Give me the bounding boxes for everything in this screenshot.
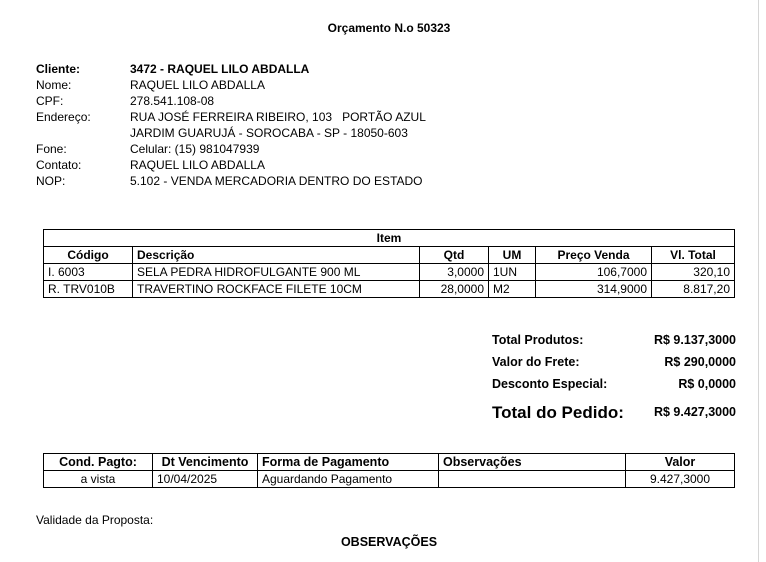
page-edge bbox=[758, 0, 759, 562]
nome-value: RAQUEL LILO ABDALLA bbox=[130, 78, 265, 92]
total-produtos-row bbox=[492, 331, 736, 353]
nop-label: NOP: bbox=[36, 174, 66, 188]
col-descricao: Descrição bbox=[133, 247, 420, 264]
desconto-value: R$ 0,0000 bbox=[678, 377, 736, 391]
col-codigo: Código bbox=[44, 247, 133, 264]
col-total: Vl. Total bbox=[652, 247, 735, 264]
cell-descricao: SELA PEDRA HIDROFULGANTE 900 ML bbox=[133, 264, 420, 281]
cell-codigo: I. 6003 bbox=[44, 264, 133, 281]
cell-um: 1UN bbox=[489, 264, 536, 281]
cell-preco: 106,7000 bbox=[536, 264, 652, 281]
totals-block bbox=[492, 331, 736, 423]
items-table bbox=[43, 229, 735, 298]
cell-qtd: 3,0000 bbox=[420, 264, 489, 281]
cell-vencimento: 10/04/2025 bbox=[153, 471, 258, 488]
client-info bbox=[36, 61, 426, 189]
cell-valor: 9.427,3000 bbox=[626, 471, 735, 488]
cpf-row bbox=[36, 93, 426, 109]
cell-observacoes bbox=[439, 471, 626, 488]
fone-row bbox=[36, 141, 426, 157]
cliente-label: Cliente: bbox=[36, 62, 81, 76]
table-row bbox=[44, 471, 735, 488]
total-pedido-row bbox=[492, 403, 736, 423]
col-vencimento: Dt Vencimento bbox=[153, 454, 258, 471]
client-row bbox=[36, 61, 426, 77]
total-pedido-label: Total do Pedido: bbox=[492, 403, 624, 422]
total-produtos-value: R$ 9.137,3000 bbox=[653, 333, 736, 347]
cpf-label: CPF: bbox=[36, 94, 64, 108]
valor-frete-row bbox=[492, 353, 736, 375]
endereco-label: Endereço: bbox=[36, 110, 91, 124]
nome-label: Nome: bbox=[36, 78, 72, 92]
col-valor: Valor bbox=[626, 454, 735, 471]
table-row bbox=[44, 281, 735, 298]
cpf-value: 278.541.108-08 bbox=[130, 94, 215, 108]
total-pedido-value: R$ 9.427,3000 bbox=[653, 405, 736, 419]
endereco-row bbox=[36, 109, 426, 125]
endereco-line2: JARDIM GUARUJÁ - SOROCABA - SP - 18050-603 bbox=[130, 126, 408, 140]
col-preco: Preço Venda bbox=[536, 247, 652, 264]
cell-total: 320,10 bbox=[652, 264, 735, 281]
contato-row bbox=[36, 157, 426, 173]
items-caption: Item bbox=[44, 230, 735, 247]
desconto-label: Desconto Especial: bbox=[492, 377, 608, 391]
col-qtd: Qtd bbox=[420, 247, 489, 264]
cell-forma: Aguardando Pagamento bbox=[258, 471, 439, 488]
cliente-value: 3472 - RAQUEL LILO ABDALLA bbox=[130, 62, 310, 76]
nop-value: 5.102 - VENDA MERCADORIA DENTRO DO ESTADO bbox=[130, 174, 423, 188]
payment-table bbox=[43, 453, 735, 488]
col-cond: Cond. Pagto: bbox=[44, 454, 153, 471]
observacoes-title: OBSERVAÇÕES bbox=[340, 535, 438, 549]
col-um: UM bbox=[489, 247, 536, 264]
fone-value: Celular: (15) 981047939 bbox=[130, 142, 260, 156]
endereco-line1: RUA JOSÉ FERREIRA RIBEIRO, 103 PORTÃO AZUL bbox=[130, 110, 426, 124]
cell-preco: 314,9000 bbox=[536, 281, 652, 298]
desconto-row bbox=[492, 375, 736, 397]
document-title: Orçamento N.o 50323 bbox=[327, 21, 451, 35]
valor-frete-value: R$ 290,0000 bbox=[664, 355, 736, 369]
contato-label: Contato: bbox=[36, 158, 82, 172]
cell-cond: a vista bbox=[44, 471, 153, 488]
cell-total: 8.817,20 bbox=[652, 281, 735, 298]
col-observacoes: Observações bbox=[439, 454, 626, 471]
col-forma: Forma de Pagamento bbox=[258, 454, 439, 471]
valor-frete-label: Valor do Frete: bbox=[492, 355, 580, 369]
validade-label: Validade da Proposta: bbox=[36, 513, 154, 527]
cell-qtd: 28,0000 bbox=[420, 281, 489, 298]
total-produtos-label: Total Produtos: bbox=[492, 333, 584, 347]
cell-codigo: R. TRV010B bbox=[44, 281, 133, 298]
table-row bbox=[44, 264, 735, 281]
nome-row bbox=[36, 77, 426, 93]
items-caption-row bbox=[44, 230, 735, 247]
contato-value: RAQUEL LILO ABDALLA bbox=[130, 158, 265, 172]
cell-descricao: TRAVERTINO ROCKFACE FILETE 10CM bbox=[133, 281, 420, 298]
items-header-row bbox=[44, 247, 735, 264]
endereco-row-2 bbox=[36, 125, 426, 141]
cell-um: M2 bbox=[489, 281, 536, 298]
payment-header-row bbox=[44, 454, 735, 471]
nop-row bbox=[36, 173, 426, 189]
fone-label: Fone: bbox=[36, 142, 67, 156]
